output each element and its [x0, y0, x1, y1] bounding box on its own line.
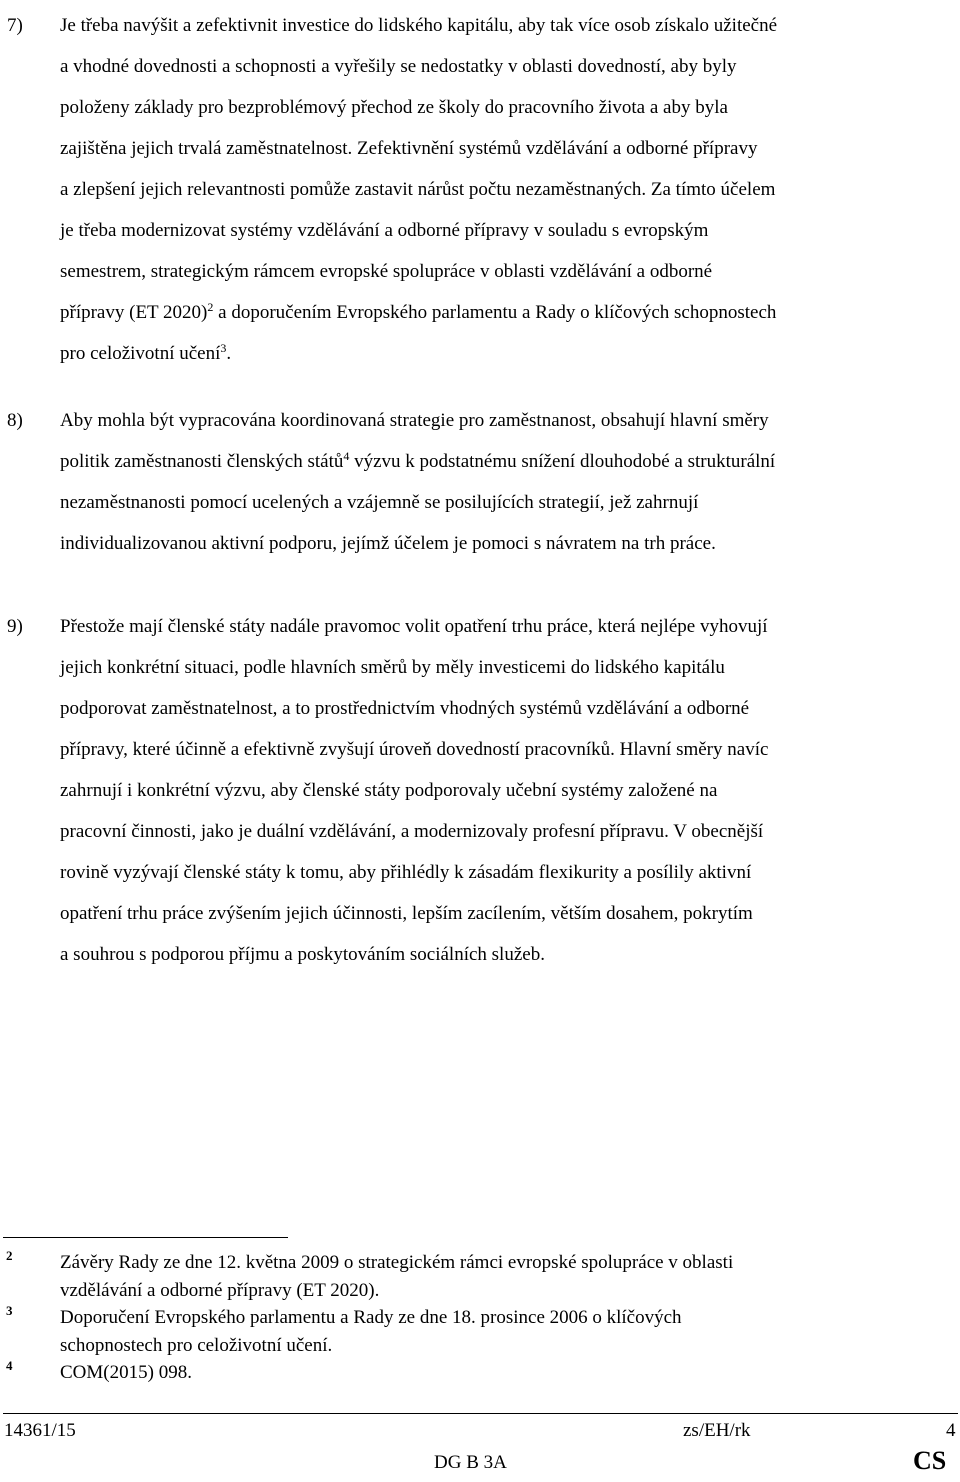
text-line: přípravy (ET 2020)$^2$ a doporučením Evropského parlamentu a Rady o klíčových schopnostech — [60, 300, 777, 323]
footnote-ref[interactable]: 3 — [220, 341, 227, 355]
author-initials: zs/EH/rk — [683, 1420, 751, 1441]
footnote-ref[interactable]: 2 — [207, 300, 214, 314]
footnote-number: 3 — [6, 1303, 13, 1318]
text-line: a vhodné dovednosti a schopnosti a vyřešily se nedostatky v oblasti dovedností, aby byly — [60, 56, 737, 77]
text-line: přípravy, které účinně a efektivně zvyšují úroveň dovedností pracovníků. Hlavní směry navíc — [60, 739, 769, 760]
text-line: individualizovanou aktivní podporu, jejímž účelem je pomoci s návratem na trh práce. — [60, 533, 716, 554]
page-number: 4 — [946, 1420, 956, 1441]
text-line: pro celoživotní učení$^3$. — [60, 341, 232, 364]
paragraph-number: 8) — [7, 410, 23, 431]
text-line: jejich konkrétní situaci, podle hlavních směrů by měly investicemi do lidského kapitálu — [60, 657, 725, 678]
text-line: Aby mohla být vypracována koordinovaná strategie pro zaměstnanost, obsahují hlavní směry — [60, 410, 769, 431]
footnote-line: Doporučení Evropského parlamentu a Rady ze dne 18. prosince 2006 o klíčových — [60, 1307, 682, 1328]
text-line: položeny základy pro bezproblémový přechod ze školy do pracovního života a aby byla — [60, 97, 728, 118]
footnote-number: 4 — [6, 1358, 13, 1373]
text-line: a zlepšení jejich relevantnosti pomůže zastavit nárůst počtu nezaměstnaných. Za tímto účelem — [60, 179, 776, 200]
footnote-number: 2 — [6, 1248, 13, 1263]
paragraph-number: 7) — [7, 15, 23, 36]
text-line: opatření trhu práce zvýšením jejich účinnosti, lepším zacílením, větším dosahem, pokrytím — [60, 903, 753, 924]
text-line: pracovní činnosti, jako je duální vzdělávání, a modernizovaly profesní přípravu. V obecnější — [60, 821, 764, 842]
text-line: politik zaměstnanosti členských států$^4$ výzvu k podstatnému snížení dlouhodobé a strukturální — [60, 449, 776, 472]
paragraph-number: 9) — [7, 616, 23, 637]
footnote-line: schopnostech pro celoživotní učení. — [60, 1335, 333, 1356]
text-line: podporovat zaměstnatelnost, a to prostřednictvím vhodných systémů vzdělávání a odborné — [60, 698, 750, 719]
text-line: nezaměstnanosti pomocí ucelených a vzájemně se posilujících strategií, jež zahrnují — [60, 492, 699, 513]
footer-separator — [3, 1413, 958, 1414]
footnote-separator — [3, 1237, 288, 1238]
document-number: 14361/15 — [4, 1420, 76, 1441]
footnote-line: vzdělávání a odborné přípravy (ET 2020). — [60, 1280, 380, 1301]
text-line: a souhrou s podporou příjmu a poskytováním sociálních služeb. — [60, 944, 545, 965]
text-line: zahrnují i konkrétní výzvu, aby členské státy podporovaly učební systémy založené na — [60, 780, 718, 801]
footnote-ref[interactable]: 4 — [343, 449, 350, 463]
directorate-code: DG B 3A — [434, 1452, 507, 1473]
text-line: Přestože mají členské státy nadále pravomoc volit opatření trhu práce, která nejlépe vyhovují — [60, 616, 768, 637]
language-code: CS — [913, 1446, 947, 1475]
footnote-line: COM(2015) 098. — [60, 1362, 192, 1383]
footnote-line: Závěry Rady ze dne 12. května 2009 o strategickém rámci evropské spolupráce v oblasti — [60, 1252, 734, 1273]
text-line: rovině vyzývají členské státy k tomu, aby přihlédly k zásadám flexikurity a posílily aktivní — [60, 862, 752, 883]
text-line: zajištěna jejich trvalá zaměstnatelnost. Zefektivnění systémů vzdělávání a odborné přípravy — [60, 138, 758, 159]
text-line: semestrem, strategickým rámcem evropské spolupráce v oblasti vzdělávání a odborné — [60, 261, 713, 282]
text-line: je třeba modernizovat systémy vzdělávání a odborné přípravy v souladu s evropským — [60, 220, 709, 241]
text-line: Je třeba navýšit a zefektivnit investice do lidského kapitálu, aby tak více osob získalo užitečné — [60, 15, 778, 36]
